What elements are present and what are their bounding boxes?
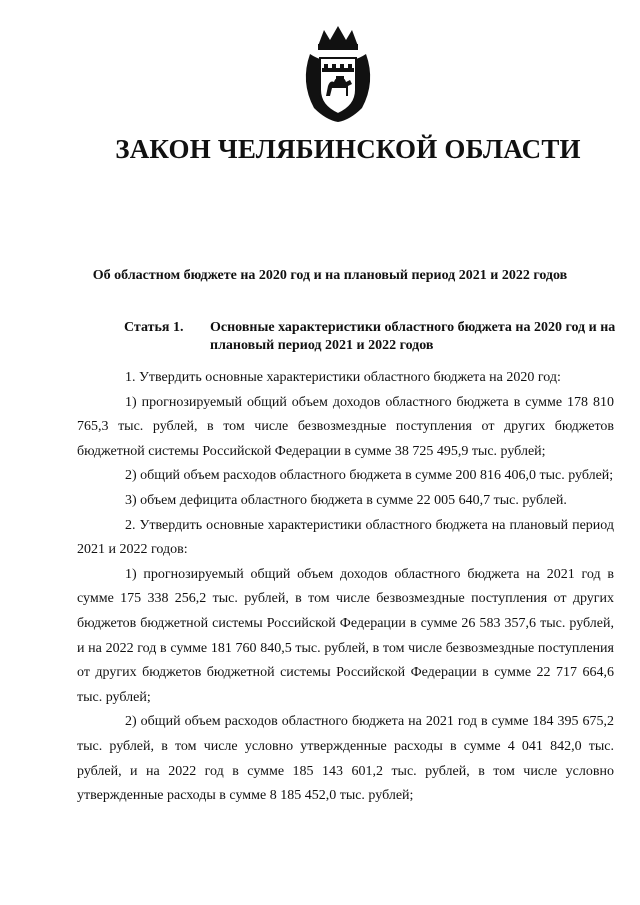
article-heading: [124, 319, 624, 355]
paragraph: 2) общий объем расходов областного бюджета на 2021 год в сумме 184 395 675,2 тыс. рублей, в том числе условно утвержденные расходы в сумме 4 041 842,0 тыс. рублей, и на 2022 год в сумме 185 143 601,2 тыс. рублей, в том числе условно утвержденные расходы в сумме 8 185 452,0 тыс. рублей;: [77, 714, 614, 804]
law-title: ЗАКОН ЧЕЛЯБИНСКОЙ ОБЛАСТИ: [115, 134, 581, 164]
paragraph: 2. Утвердить основные характеристики областного бюджета на плановый период 2021 и 2022 годов:: [77, 517, 614, 558]
article-body: [77, 366, 614, 809]
document-title: Об областном бюджете на 2020 год и на плановый период 2021 и 2022 годов: [92, 268, 568, 283]
chelyabinsk-coat-of-arms-icon: [296, 24, 380, 124]
article-number: Статья 1.: [124, 320, 184, 335]
paragraph: 1. Утвердить основные характеристики областного бюджета на 2020 год:: [125, 370, 561, 385]
paragraph: 2) общий объем расходов областного бюджета в сумме 200 816 406,0 тыс. рублей;: [125, 468, 614, 484]
paragraph: 3) объем дефицита областного бюджета в сумме 22 005 640,7 тыс. рублей.: [125, 492, 567, 508]
paragraph: 1) прогнозируемый общий объем доходов областного бюджета в сумме 178 810 765,3 тыс. рублей, в том числе безвозмездные поступления от других бюджетов бюджетной системы Российской Федерации в сумме 38 725 495,9 тыс. рублей;: [77, 394, 614, 459]
article-title: Основные характеристики областного бюджета на 2020 год и на плановый период 2021 и 2022 годов: [210, 320, 616, 353]
paragraph: 1) прогнозируемый общий объем доходов областного бюджета на 2021 год в сумме 175 338 256,2 тыс. рублей, в том числе безвозмездные поступления от других бюджетов бюджетной системы Российской Федерации в сумме 26 583 357,6 тыс. рублей, и на 2022 год в сумме 181 760 840,5 тыс. рублей, в том числе безвозмездные поступления от других бюджетов бюджетной системы Российской Федерации в сумме 22 717 664,6 тыс. рублей;: [77, 566, 614, 705]
